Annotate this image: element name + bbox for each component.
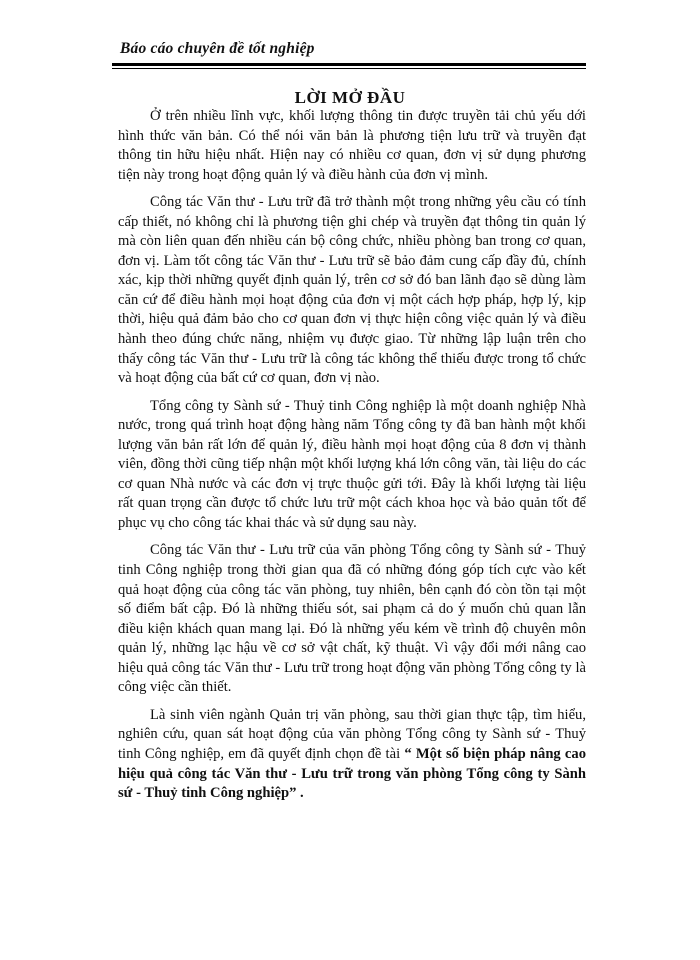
paragraph: Ở trên nhiều lĩnh vực, khối lượng thông tin được truyền tải chủ yếu dới hình thức văn bản. Có thể nói văn bản là phương tiện lưu trữ và truyền đạt thông tin hữu hiệu nhất. Hiện nay có nhiều cơ quan, đơn vị sử dụng phương tiện này trong hoạt động quản lý và điều hành của đơn vị mình. (118, 108, 586, 183)
running-header-title: Báo cáo chuyên đề tốt nghiệp (120, 40, 315, 57)
paragraph: Công tác Văn thư - Lưu trữ đã trở thành một trong những yêu cầu có tính cấp thiết, nó không chỉ là phương tiện ghi chép và truyền đạt thông tin quản lý mà còn liên quan đến nhiều cán bộ công chức, nhiều phòng ban trong cơ quan, đơn vị. Làm tốt công tác Văn thư - Lưu trữ sẽ bảo đảm cung cấp đầy đủ, chính xác, kịp thời những quyết định quản lý, trên cơ sở đó ban lãnh đạo sẽ dùng làm căn cứ để điều hành mọi hoạt động của đơn vị một cách hợp pháp, hợp lý, kịp thời, hiệu quả đảm bảo cho cơ quan đơn vị thực hiện công việc quản lý và điều hành theo đúng chức năng, nhiệm vụ được giao. Từ những lập luận trên cho thấy công tác Văn thư - Lưu trữ là công tác không thể thiếu được trong tổ chức và hoạt động của bất cứ cơ quan, đơn vị nào. (118, 194, 586, 387)
paragraph-final-text: Là sinh viên ngành Quản trị văn phòng, sau thời gian thực tập, tìm hiểu, nghiên cứu, quan sát hoạt động của văn phòng Tổng công ty Sành sứ - Thuỷ tinh Công nghiệp, em đã quyết định chọn đề tài (118, 706, 586, 762)
paragraph-final (118, 706, 586, 804)
body-text (118, 107, 586, 804)
page-heading: LỜI MỞ ĐẦU (294, 88, 406, 107)
thesis-topic: “ Một số biện pháp nâng cao hiệu quả công tác Văn thư - Lưu trữ trong văn phòng Tổng công ty Sành sứ - Thuỷ tinh Công nghiệp” . (118, 745, 586, 802)
paragraph: Công tác Văn thư - Lưu trữ của văn phòng Tổng công ty Sành sứ - Thuỷ tinh Công nghiệp trong thời gian qua đã có những đóng góp tích cực vào kết quả hoạt động của công tác văn phòng, tuy nhiên, bên cạnh đó còn tồn tại một số điểm bất cập. Đó là những thiếu sót, sai phạm cả do ý muốn chủ quan lẫn điều kiện khách quan mang lại. Đó là những yếu kém về trình độ chuyên môn quản lý, những lạc hậu về cơ sở vật chất, kỹ thuật. Vì vậy đổi mới nâng cao hiệu quả công tác Văn thư - Lưu trữ trong hoạt động văn phòng Tổng công ty là công việc cần thiết. (118, 542, 586, 696)
header-rule-thin (112, 68, 586, 69)
header-rule-thick (112, 63, 586, 66)
paragraph: Tổng công ty Sành sứ - Thuỷ tinh Công nghiệp là một doanh nghiệp Nhà nước, trong quá trình hoạt động hàng năm Tổng công ty đã ban hành một khối lượng văn bản rất lớn để quản lý, điều hành mọi hoạt động của 8 đơn vị thành viên, đồng thời cũng tiếp nhận một khối lượng khá lớn công văn, tài liệu do các cơ quan Nhà nước và các đơn vị trực thuộc gửi tới. Đây là khối lượng tài liệu rất quan trọng cần được tổ chức lưu trữ một cách khoa học và bảo quản tốt để phục vụ cho công tác khai thác và sử dụng sau này. (118, 397, 586, 531)
